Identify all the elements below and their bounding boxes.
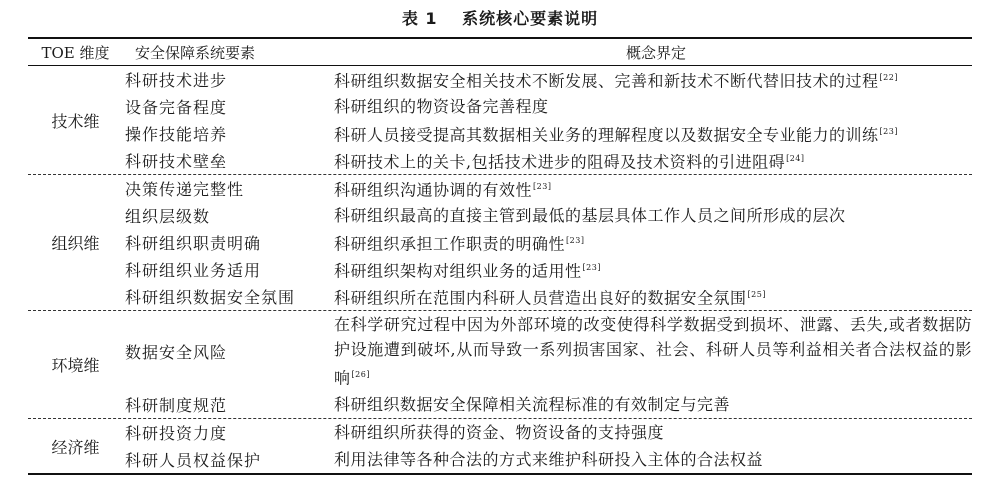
table-row — [123, 283, 972, 310]
element-cell: 科研人员权益保护 — [125, 451, 262, 470]
dimension-label: 组织维 — [51, 234, 100, 253]
definition-cell — [330, 282, 972, 310]
definition-text: 科研组织数据安全相关技术不断发展、完善和新技术不断代替旧技术的过程 — [334, 71, 879, 91]
citation-ref: [26] — [351, 369, 370, 379]
element-cell: 科研组织业务适用 — [125, 261, 262, 280]
table-row — [123, 391, 972, 418]
group-economy — [28, 419, 972, 473]
header-definition: 概念界定 — [625, 43, 686, 62]
table-row — [123, 93, 972, 120]
definition-text: 科研组织承担工作职责的明确性 — [334, 234, 566, 254]
dimension-label: 技术维 — [51, 111, 100, 131]
definition-text: 科研组织最高的直接主管到最低的基层具体工作人员之间所形成的层次 — [334, 206, 846, 225]
table-caption — [0, 6, 1000, 29]
table-row — [123, 175, 972, 202]
definition-cell — [330, 228, 972, 256]
table-row — [123, 446, 972, 473]
citation-ref: [22] — [879, 73, 898, 83]
definition-text: 科研组织的物资设备完善程度 — [334, 97, 549, 116]
header-dimension: TOE 维度 — [41, 43, 110, 62]
definition-cell — [330, 255, 972, 283]
definition-cell — [330, 447, 972, 472]
definition-text: 科研组织沟通协调的有效性 — [334, 180, 533, 200]
citation-ref: [23] — [566, 236, 585, 246]
citation-ref: [23] — [582, 263, 601, 273]
definition-text: 科研组织所获得的资金、物资设备的支持强度 — [334, 423, 665, 442]
definition-text: 利用法律等各种合法的方式来维护科研投入主体的合法权益 — [334, 450, 764, 469]
group-organization — [28, 175, 972, 311]
definition-text: 科研组织所在范围内科研人员营造出良好的数据安全氛围 — [334, 288, 747, 308]
group-environment — [28, 311, 972, 419]
table-row — [123, 256, 972, 283]
table-row — [123, 147, 972, 174]
definition-cell — [330, 392, 972, 417]
definition-cell — [330, 146, 972, 174]
definition-cell — [330, 312, 972, 390]
definition-cell — [330, 94, 972, 119]
citation-ref: [24] — [786, 154, 805, 164]
table-header — [28, 39, 972, 66]
definition-cell — [330, 203, 972, 228]
table-row — [123, 66, 972, 93]
element-cell: 操作技能培养 — [125, 125, 228, 144]
element-cell: 科研技术进步 — [125, 71, 228, 90]
definition-cell — [330, 119, 972, 147]
element-cell: 设备完备程度 — [125, 98, 228, 117]
element-cell: 数据安全风险 — [125, 342, 228, 362]
header-element: 安全保障系统要素 — [135, 43, 256, 62]
definition-cell — [330, 420, 972, 445]
citation-ref: [25] — [747, 290, 766, 300]
element-table — [28, 37, 972, 475]
element-cell: 组织层级数 — [125, 207, 211, 226]
definition-text: 科研技术上的关卡,包括技术进步的阻碍及技术资料的引进阻碍 — [334, 152, 786, 172]
table-number: 表 1 — [401, 9, 438, 28]
element-cell: 科研组织数据安全氛围 — [125, 288, 296, 307]
definition-text: 在科学研究过程中因为外部环境的改变使得科学数据受到损坏、泄露、丢失,或者数据防护设施遭到破坏,从而导致一系列损害国家、社会、科研人员等利益相关者合法权益的影响 — [334, 314, 972, 388]
definition-cell — [330, 65, 972, 93]
table-row — [123, 311, 972, 391]
table-row — [123, 229, 972, 256]
element-cell: 科研制度规范 — [125, 396, 228, 415]
definition-text: 科研人员接受提高其数据相关业务的理解程度以及数据安全专业能力的训练 — [334, 125, 879, 145]
table-row — [123, 120, 972, 147]
definition-text: 科研组织架构对组织业务的适用性 — [334, 261, 582, 281]
element-cell: 科研投资力度 — [125, 424, 228, 443]
table-row — [123, 419, 972, 446]
group-technology — [28, 66, 972, 175]
element-cell: 科研组织职责明确 — [125, 234, 262, 253]
table-row — [123, 202, 972, 229]
definition-text: 科研组织数据安全保障相关流程标准的有效制定与完善 — [334, 395, 731, 414]
citation-ref: [23] — [533, 182, 552, 192]
element-cell: 科研技术壁垒 — [125, 152, 228, 171]
table-title: 系统核心要素说明 — [462, 9, 599, 28]
element-cell: 决策传递完整性 — [125, 180, 245, 199]
definition-cell — [330, 174, 972, 202]
citation-ref: [23] — [879, 127, 898, 137]
dimension-label: 环境维 — [51, 356, 100, 375]
dimension-label: 经济维 — [51, 437, 100, 457]
